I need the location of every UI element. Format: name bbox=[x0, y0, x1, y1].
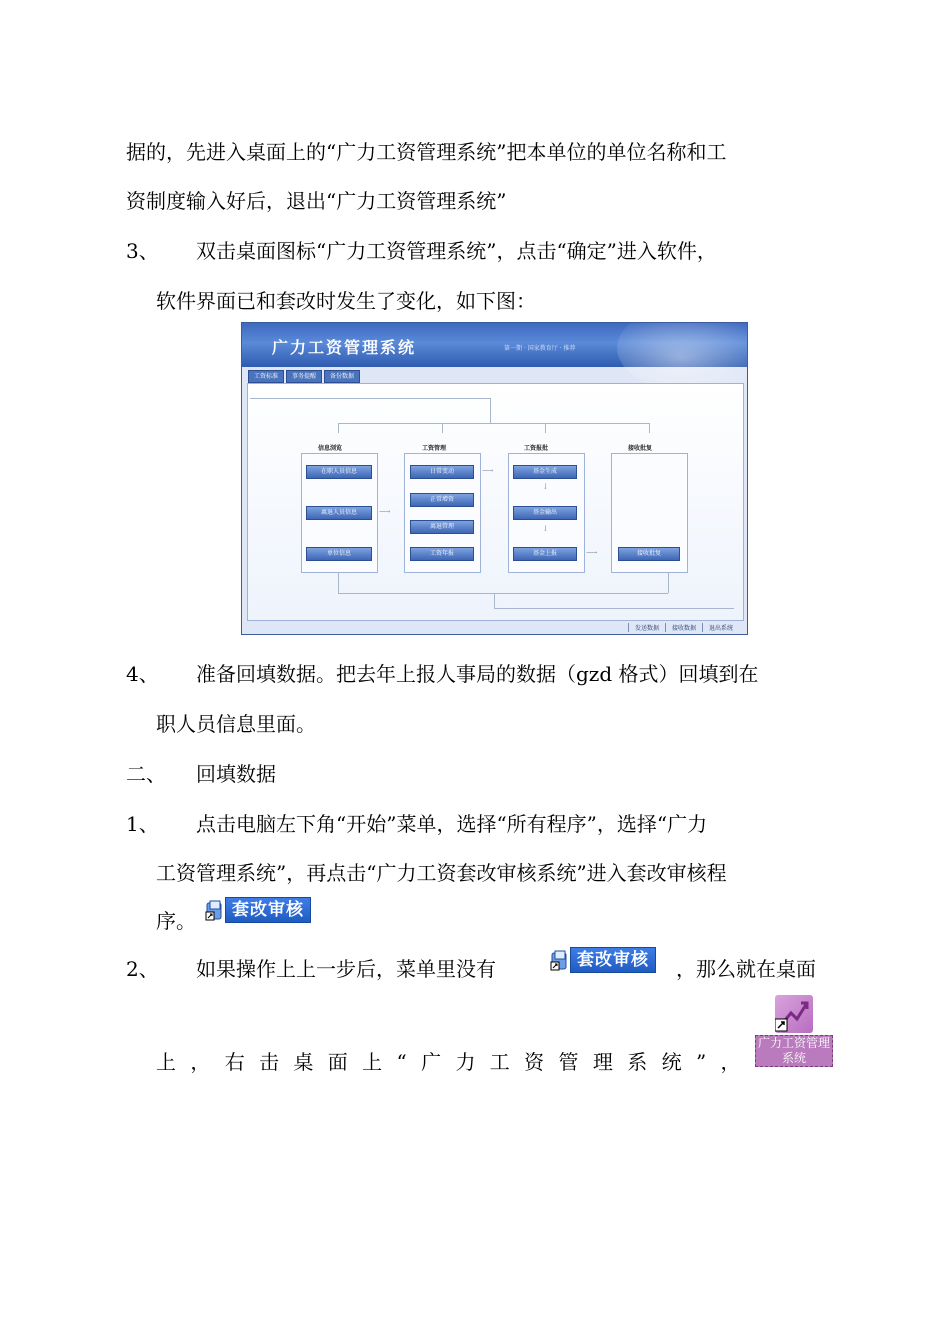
connector bbox=[442, 423, 443, 433]
exit-system-link[interactable]: 退出系统 bbox=[702, 623, 739, 632]
wage-system-icon bbox=[775, 995, 813, 1033]
annual-report-button[interactable]: 工资年报 bbox=[410, 547, 474, 561]
connector bbox=[490, 398, 491, 423]
audit-menu-label: 套改审核 bbox=[570, 947, 656, 973]
desktop-shortcut[interactable] bbox=[755, 995, 835, 1071]
connector bbox=[250, 398, 490, 399]
daily-change-button[interactable]: 日常变动 bbox=[410, 465, 474, 479]
arrow-right-icon: ⟶ bbox=[482, 466, 494, 475]
fund-submit-button[interactable]: 基金上报 bbox=[513, 547, 577, 561]
fund-generate-button[interactable]: 基金生成 bbox=[513, 465, 577, 479]
tab-reminders[interactable]: 事务提醒 bbox=[286, 370, 322, 383]
connector bbox=[494, 608, 734, 609]
staff-info-button[interactable]: 在职人员信息 bbox=[306, 465, 372, 479]
software-screenshot bbox=[241, 322, 748, 635]
section-number: 二、 bbox=[126, 762, 166, 786]
item-number: 4、 bbox=[126, 662, 159, 686]
para-line: 双击桌面图标“广力工资管理系统”，点击“确定”进入软件， bbox=[196, 239, 717, 263]
app-header bbox=[242, 323, 747, 367]
tab-backup[interactable]: 备份数据 bbox=[324, 370, 360, 383]
unit-info-button[interactable]: 单位信息 bbox=[306, 547, 372, 561]
audit-menu-shortcut[interactable] bbox=[205, 897, 311, 923]
connector bbox=[649, 423, 650, 433]
audit-menu-label: 套改审核 bbox=[225, 897, 311, 923]
fund-export-button[interactable]: 基金输出 bbox=[513, 506, 577, 520]
app-subtitle: 第一期 · 国家教育厅 · 推荐 bbox=[504, 345, 576, 352]
para-line: 上 ， 右 击 桌 面 上 “ 广 力 工 资 管 理 系 统 ” ， bbox=[156, 1050, 745, 1074]
para-line: ，那么就在桌面 bbox=[676, 957, 816, 981]
column-heading-receive: 接收批复 bbox=[628, 445, 653, 452]
para-line: 序。 bbox=[156, 909, 196, 933]
footer-bar bbox=[628, 623, 739, 632]
connector bbox=[338, 573, 339, 593]
arrow-right-icon: ⟶ bbox=[379, 507, 391, 516]
item-number: 1、 bbox=[126, 812, 159, 836]
program-icon bbox=[550, 949, 570, 971]
connector bbox=[494, 593, 495, 608]
arrow-right-icon: ⟶ bbox=[586, 548, 598, 557]
connector bbox=[545, 423, 546, 433]
item-number: 2、 bbox=[126, 957, 159, 981]
para-line: 据的，先进入桌面上的“广力工资管理系统”把本单位的单位名称和工 bbox=[126, 140, 727, 164]
para-line: 如果操作上上一步后，菜单里没有 bbox=[196, 957, 496, 981]
item-number: 3、 bbox=[126, 239, 159, 263]
audit-menu-shortcut[interactable] bbox=[550, 947, 656, 973]
column-heading-wage: 工资管理 bbox=[422, 445, 447, 452]
receive-approval-button[interactable]: 接收批复 bbox=[618, 547, 680, 561]
connector bbox=[668, 573, 669, 593]
retire-manage-button[interactable]: 离退管理 bbox=[410, 520, 474, 534]
tab-bar bbox=[248, 370, 360, 381]
arrow-down-icon: ↓ bbox=[542, 482, 549, 491]
tab-wage-standard[interactable]: 工资标准 bbox=[248, 370, 284, 383]
para-line: 资制度输入好后，退出“广力工资管理系统” bbox=[126, 189, 507, 213]
arrow-down-icon: ↓ bbox=[542, 524, 549, 533]
para-line: 点击电脑左下角“开始”菜单，选择“所有程序”，选择“广力 bbox=[196, 812, 708, 836]
para-line: 软件界面已和套改时发生了变化，如下图： bbox=[156, 289, 536, 313]
column-heading-approval: 工资报批 bbox=[524, 445, 549, 452]
receive-data-link[interactable]: 接收数据 bbox=[665, 623, 702, 632]
section-title: 回填数据 bbox=[196, 762, 276, 786]
send-data-link[interactable]: 发送数据 bbox=[628, 623, 665, 632]
desktop-shortcut-label: 广力工资管理系统 bbox=[755, 1035, 833, 1067]
program-icon bbox=[205, 899, 225, 921]
para-line: 工资管理系统”，再点击“广力工资套改审核系统”进入套改审核程 bbox=[156, 861, 727, 885]
app-title: 广力工资管理系统 bbox=[272, 338, 417, 357]
connector bbox=[338, 423, 339, 433]
normal-raise-button[interactable]: 正常增资 bbox=[410, 493, 474, 507]
column-heading-browse: 信息浏览 bbox=[318, 445, 343, 452]
retired-info-button[interactable]: 离退人员信息 bbox=[306, 506, 372, 520]
para-line: 准备回填数据。把去年上报人事局的数据（gzd 格式）回填到在 bbox=[196, 662, 759, 686]
connector bbox=[338, 423, 649, 424]
connector bbox=[338, 593, 668, 594]
para-line: 职人员信息里面。 bbox=[156, 712, 316, 736]
